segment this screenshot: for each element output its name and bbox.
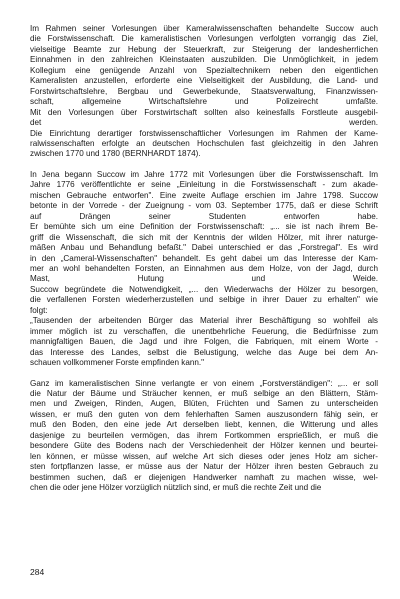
text-line: mäßen Anbau und Behandlung befaßt." Dabei unterschied er das „Forstregal". Es wird xyxy=(30,243,378,253)
text-line: vielseitige Beamte zur Hebung der Steuerkraft, zur Steigerung der landesherrlichen xyxy=(30,44,378,54)
paragraph-forstverstaendiger xyxy=(30,379,378,494)
text-line: Mast, Hutung und Weide. xyxy=(30,274,378,284)
text-line: zwischen 1770 und 1780 (BERNHARDT 1874). xyxy=(30,149,201,159)
document-page xyxy=(30,24,378,493)
text-line: die Forstwissenschaft. Die kameralistischen Vorlesungen verfolgten vorrangig das Ziel, xyxy=(30,34,378,44)
text-line: In Jena begann Succow im Jahre 1772 mit Vorlesungen über die Forstwissenschaft. Im xyxy=(30,169,378,179)
text-line: sten fortpflanzen lasse, er müsse aus der Natur der Hölzer ihren besten Gebrauch zu xyxy=(30,462,378,472)
text-line: die Natur der Bäume und Sträucher kennen, er muß selbige an den Blättern, Stäm- xyxy=(30,388,378,398)
text-line: immer möglich ist zu verschaffen, die unentbehrliche Feuerung, die Bedürfnisse zum xyxy=(30,326,378,336)
text-line: Er bemühte sich um eine Definition der Forstwissenschaft: „... sie ist nach ihrem Be- xyxy=(30,222,378,232)
text-line: bestimmen suchen, daß er diejenigen Handwerker namhaft zu machen wisse, wel- xyxy=(30,472,378,482)
text-line: det werden. xyxy=(30,118,378,128)
text-line: wissen, er muß den guten von dem fehlerhaften Samen auszusondern fähig sein, er xyxy=(30,409,378,419)
text-line: in den „Cameral-Wissenschaften" behandelt. Es geht dabei um das Interesse der Kam- xyxy=(30,253,378,263)
paragraph-spacer xyxy=(30,369,378,379)
paragraph-kameralwissenschaften xyxy=(30,24,378,160)
text-line: ralwissenschaften erfolgte an deutschen Hochschulen fast gleichzeitig in den Jahren xyxy=(30,138,378,148)
text-line: muß den Boden, den eine jede Art derselben liebt, kennen, die Witterung und alles xyxy=(30,420,378,430)
text-line: schauen vollkommener Forste empfinden kann." xyxy=(30,358,205,368)
text-line: griff die Wissenschaft, die sich mit der Kenntnis der wilden Hölzer, mit ihrer naturge- xyxy=(30,232,378,242)
text-line: folgt: xyxy=(30,305,48,315)
text-line: Forstwirtschaftslehre, Bergbau und Gewerbekunde, Staatsverwaltung, Finanzwissen- xyxy=(30,86,378,96)
text-line: Mit den Vorlesungen über Forstwirtschaft sollten also keinesfalls Forstleute ausgebil- xyxy=(30,107,378,117)
text-line: mer an wohl behandelten Forsten, an Einnahmen aus dem Holze, von der Jagd, durch xyxy=(30,263,378,273)
page-number: 284 xyxy=(30,567,45,577)
text-line: mischen Gebrauche entworfen". Eine zweite Auflage erschien im Jahre 1798. Succow xyxy=(30,190,378,200)
text-line: das Interesse des Landes, selbst die Belustigung, welche das Auge bei dem An- xyxy=(30,347,378,357)
paragraph-spacer xyxy=(30,160,378,170)
text-line: mannigfaltigen Bauen, die Jagd und ihre Folgen, die Fabriquen, mit einem Worte - xyxy=(30,337,378,347)
text-line: „Tausenden der arbeitenden Bürger das Material ihrer Beschäftigung so wohlfeil als xyxy=(30,316,378,326)
text-line: Kameralisten anzustellen, erforderte eine Vielseitigkeit der Ausbildung, die Land- und xyxy=(30,76,378,86)
text-line: besondere Güte des Bodens nach der Verschiedenheit der Hölzer kennen und beurtei- xyxy=(30,441,378,451)
text-line: die verfallenen Forsten wiederherzustellen und selbige in ihrer Dauer zu erhalten" wie xyxy=(30,295,378,305)
text-line: Succow begründete die Notwendigkeit, „... den Wiederwachs der Hölzer zu besorgen, xyxy=(30,284,378,294)
text-line: dasjenige zu beurteilen vermögen, das ihrem Fortkommen ersprießlich, er muß die xyxy=(30,430,378,440)
text-line: Die Einrichtung derartiger forstwissenschaftlicher Vorlesungen im Rahmen der Kame- xyxy=(30,128,378,138)
text-line: len können, er müsse wissen, auf welche Art sich dieses oder jenes Holz am sicher- xyxy=(30,451,378,461)
text-line: Jahre 1776 veröffentlichte er seine „Einleitung in die Forstwissenschaft - zum akade- xyxy=(30,180,378,190)
text-line: men und Zweigen, Rinden, Augen, Blüten, Früchten und Samen zu unterscheiden xyxy=(30,399,378,409)
text-line: Ganz im kameralistischen Sinne verlangte er von einem „Forstverständigen": „... er soll xyxy=(30,378,378,388)
text-line: chen die oder jene Hölzer vorzüglich nützlich sind, er muß die rechte Zeit und die xyxy=(30,483,322,493)
text-line: auf Drängen seiner Studenten entworfen habe. xyxy=(30,211,378,221)
text-line: Im Rahmen seiner Vorlesungen über Kameralwissenschaften behandelte Succow auch xyxy=(30,24,378,33)
text-line: schaft, allgemeine Wirtschaftslehre und Polizeirecht umfaßte. xyxy=(30,97,378,107)
text-line: Kollegium eine genügende Anzahl von Spezialtechnikern neben den eigentlichen xyxy=(30,65,378,75)
paragraph-jena xyxy=(30,170,378,369)
text-line: Einnahmen in den zahlreichen Kleinstaaten auszubilden. Die Unmöglichkeit, in jedem xyxy=(30,55,378,65)
text-line: betonte in der Vorrede - der Zueignung - vom 03. September 1775, daß er diese Schrift xyxy=(30,201,378,211)
